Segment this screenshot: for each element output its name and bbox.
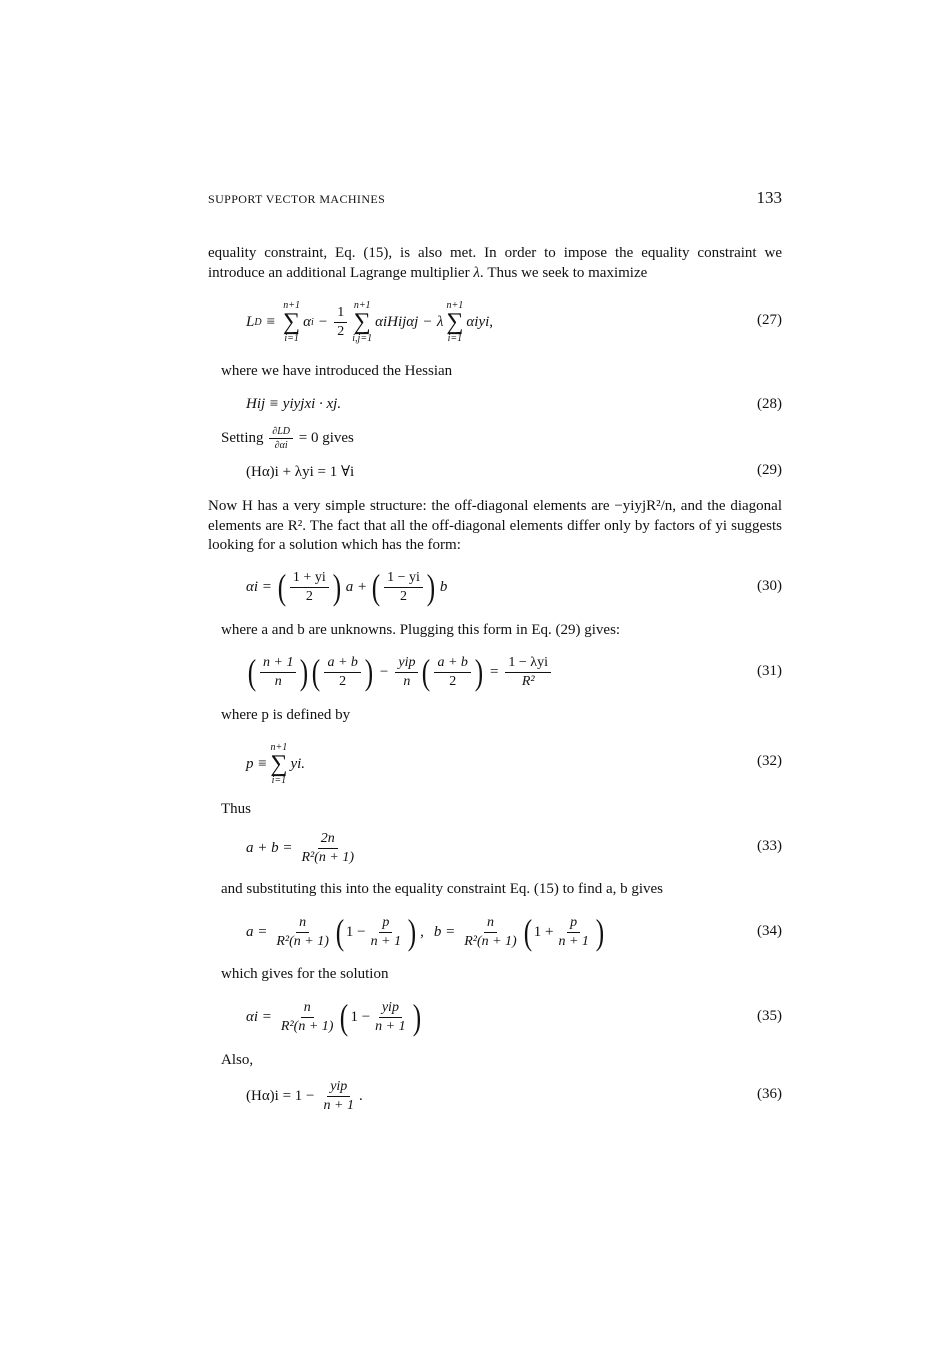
eq27-alpha: α [303, 313, 312, 330]
eq27-sum2-upper: n+1 [353, 300, 371, 311]
eq27-lambda: λ [436, 313, 444, 330]
eq32-sum [270, 742, 287, 786]
eq31-frac-1 [260, 655, 296, 690]
eq31-f4-den: 2 [449, 673, 457, 689]
eq34-b-inner-num: p [567, 915, 580, 933]
eq30-rparen-2: ) [426, 567, 436, 607]
eq33-den: R²(n + 1) [301, 849, 355, 865]
eq27-number: (27) [757, 312, 782, 328]
equation-35 [246, 995, 423, 1039]
eq36-num: yip [327, 1079, 350, 1097]
eq32-body: yi. [290, 755, 306, 772]
eq34-b-lparen: ( [523, 912, 532, 952]
intro-text-a: equality constraint, Eq. (15), is also met. In order to impose the equality constraint we introduce an additional Lagrange multiplier [208, 245, 782, 281]
eq29-body: (Hα)i + λyi = 1 ∀i [246, 464, 355, 480]
eq35-frac [278, 1000, 337, 1035]
eq30-f1-den: 2 [305, 588, 313, 604]
eq27-minus-1: − [318, 313, 328, 330]
eq30-mid: a + [345, 578, 368, 595]
eq34-a-inner-frac [368, 915, 404, 950]
equation-28 [246, 396, 341, 413]
eq27-term2: αiHijαj [375, 313, 419, 330]
eq31-rparen-2: ) [364, 652, 374, 692]
eq36-end: . [358, 1087, 363, 1104]
running-head: SUPPORT VECTOR MACHINES [208, 192, 386, 206]
setting-line [221, 426, 354, 451]
thus-line: Thus [221, 801, 251, 817]
substituting-line: and substituting this into the equality constraint Eq. (15) to find a, b gives [221, 881, 664, 897]
eq29-number: (29) [757, 462, 782, 478]
eq34-b-lhs: b = [433, 923, 456, 940]
eq36-number: (36) [757, 1086, 782, 1102]
eq31-f3-num: yip [395, 655, 418, 673]
eq36-frac [321, 1079, 357, 1114]
eq31-f1-num: n + 1 [260, 655, 296, 673]
eq30-lparen-2: ( [371, 567, 381, 607]
eq31-minus: − [379, 663, 389, 680]
intro-lambda: λ [473, 264, 480, 281]
eq31-frac-2 [324, 655, 360, 690]
eq27-sum-2 [352, 300, 372, 344]
structure-paragraph: Now H has a very simple structure: the off-diagonal elements are −yiyjR²/n, and the diagonal elements are R². The fact that all the off-diagonal elements differ only by factors of yi suggests looking for a solution which has the form: [208, 498, 782, 553]
eq34-a-lhs: a = [246, 923, 268, 940]
eq31-f3-den: n [403, 673, 411, 689]
equation-29 [246, 462, 354, 481]
eq28-number: (28) [757, 396, 782, 412]
eq30-f1-num: 1 + yi [290, 570, 329, 588]
eq31-lparen-3: ( [422, 652, 431, 692]
eq27-sum3-upper: n+1 [446, 300, 464, 311]
setting-derivative [269, 426, 293, 451]
eq27-sum3-lower: i=1 [447, 333, 463, 344]
setting-num: ∂LD [269, 426, 293, 439]
also-line: Also, [221, 1052, 254, 1068]
eq31-frac-4 [434, 655, 470, 690]
eq32-lhs: p ≡ [246, 755, 268, 772]
eq30-end: b [439, 578, 448, 595]
eq34-a-den: R²(n + 1) [276, 933, 329, 949]
eq31-lparen-2: ( [312, 652, 321, 692]
eq27-sum-1 [283, 300, 300, 344]
eq32-sum-lower: i=1 [271, 775, 287, 786]
eq27-minus-2: − [423, 313, 432, 330]
unknowns-line: where a and b are unknowns. Plugging this form in Eq. (29) gives: [221, 622, 621, 638]
eq33-num: 2n [318, 831, 338, 849]
equation-31 [246, 650, 553, 694]
eq30-rparen-1: ) [332, 567, 341, 607]
eq32-sum-sigma: ∑ [270, 751, 288, 777]
eq34-b-inner-pre: 1 + [533, 923, 554, 940]
eq30-lhs: αi = [246, 578, 272, 595]
intro-paragraph [208, 244, 782, 283]
eq33-number: (33) [757, 838, 782, 854]
eq35-inner-pre: 1 − [350, 1008, 371, 1025]
solution-intro-line: which gives for the solution [221, 966, 389, 982]
hessian-intro: where we have introduced the Hessian [221, 363, 453, 379]
eq27-sum1-upper: n+1 [283, 300, 300, 311]
eq34-a-inner-num: p [379, 915, 392, 933]
eq31-f1-den: n [274, 673, 282, 689]
equation-33 [246, 828, 359, 868]
eq32-number: (32) [757, 753, 782, 769]
eq34-sep: , [420, 923, 424, 940]
eq31-lparen-1: ( [247, 652, 257, 692]
eq31-number: (31) [757, 663, 782, 679]
eq34-b-frac [461, 915, 520, 950]
eq36-lhs: (Hα)i = 1 − [246, 1087, 315, 1104]
eq30-frac-2 [384, 570, 423, 605]
eq30-f2-num: 1 − yi [384, 570, 423, 588]
eq33-frac [299, 831, 358, 866]
eq31-frac-5 [505, 655, 551, 690]
eq34-a-inner-pre: 1 − [345, 923, 366, 940]
eq35-inner-frac [372, 1000, 408, 1035]
equation-32 [246, 738, 305, 790]
eq33-lhs: a + b = [246, 839, 293, 856]
eq31-rparen-1: ) [300, 652, 309, 692]
eq34-a-rparen: ) [407, 912, 417, 952]
equation-30 [246, 565, 447, 609]
page-number: 133 [756, 188, 782, 207]
eq27-sum1-sigma: ∑ [283, 309, 301, 335]
eq27-term3: αiyi, [466, 313, 494, 330]
eq31-frac-3 [395, 655, 418, 690]
eq34-b-den: R²(n + 1) [464, 933, 517, 949]
eq35-inner-num: yip [379, 1000, 402, 1018]
eq31-f2-num: a + b [324, 655, 360, 673]
eq34-a-lparen: ( [335, 912, 345, 952]
eq27-sum3-sigma: ∑ [446, 309, 464, 335]
eq27-equiv: ≡ [266, 313, 276, 330]
setting-prefix: Setting [221, 430, 268, 446]
eq27-sum2-sigma: ∑ [353, 309, 371, 335]
eq34-a-frac [273, 915, 332, 950]
eq27-lhs: L [246, 313, 255, 330]
eq35-inner-den: n + 1 [375, 1018, 406, 1034]
eq32-sum-upper: n+1 [270, 742, 288, 753]
eq31-f2-den: 2 [339, 673, 347, 689]
eq28-body: Hij ≡ yiyjxi · xj. [246, 396, 342, 412]
eq30-f2-den: 2 [399, 588, 407, 604]
equation-36 [246, 1076, 363, 1116]
eq35-lhs: αi = [246, 1008, 272, 1025]
eq31-f5-num: 1 − λyi [505, 655, 551, 673]
eq35-lparen: ( [340, 997, 349, 1037]
setting-suffix: = 0 gives [295, 430, 354, 446]
equation-27: L D ≡ n+1 ∑ i=1 α i − $\frac{1}{2}$ n+1 ∑ i,j=1 αiHijαj − λ n+1 ∑ i=1 αiyi, [246, 300, 494, 344]
eq35-number: (35) [757, 1008, 782, 1024]
eq27-sum1-lower: i=1 [284, 333, 299, 344]
eq34-b-inner-den: n + 1 [558, 933, 589, 949]
eq27-sum2-lower: i,j=1 [352, 333, 373, 344]
eq34-b-inner-frac [555, 915, 591, 950]
eq34-number: (34) [757, 923, 782, 939]
eq31-f5-den: R² [521, 673, 535, 689]
eq31-f4-num: a + b [434, 655, 470, 673]
eq27-sum-3 [446, 300, 463, 344]
eq27-half [334, 305, 347, 340]
eq31-rparen-3: ) [474, 652, 484, 692]
eq35-rparen: ) [412, 997, 421, 1037]
eq30-frac-1 [290, 570, 329, 605]
eq27-half-num: 1 [334, 305, 347, 323]
eq34-b-rparen: ) [595, 912, 605, 952]
equation-34 [246, 910, 606, 954]
eq35-den: R²(n + 1) [280, 1018, 334, 1034]
eq34-a-inner-den: n + 1 [370, 933, 402, 949]
eq27-lhs-sub: D [254, 316, 262, 328]
eq27-half-den: 2 [337, 323, 345, 339]
intro-text-b: . Thus we seek to maximize [479, 264, 648, 281]
eq35-num: n [301, 1000, 314, 1018]
eq30-lparen-1: ( [277, 567, 287, 607]
eq31-equals: = [489, 663, 499, 680]
eq36-den: n + 1 [323, 1097, 354, 1113]
eq34-b-num: n [484, 915, 497, 933]
setting-den: ∂αi [274, 440, 288, 451]
eq34-a-num: n [296, 915, 309, 933]
p-defined-line: where p is defined by [221, 707, 351, 723]
eq30-number: (30) [757, 578, 782, 594]
